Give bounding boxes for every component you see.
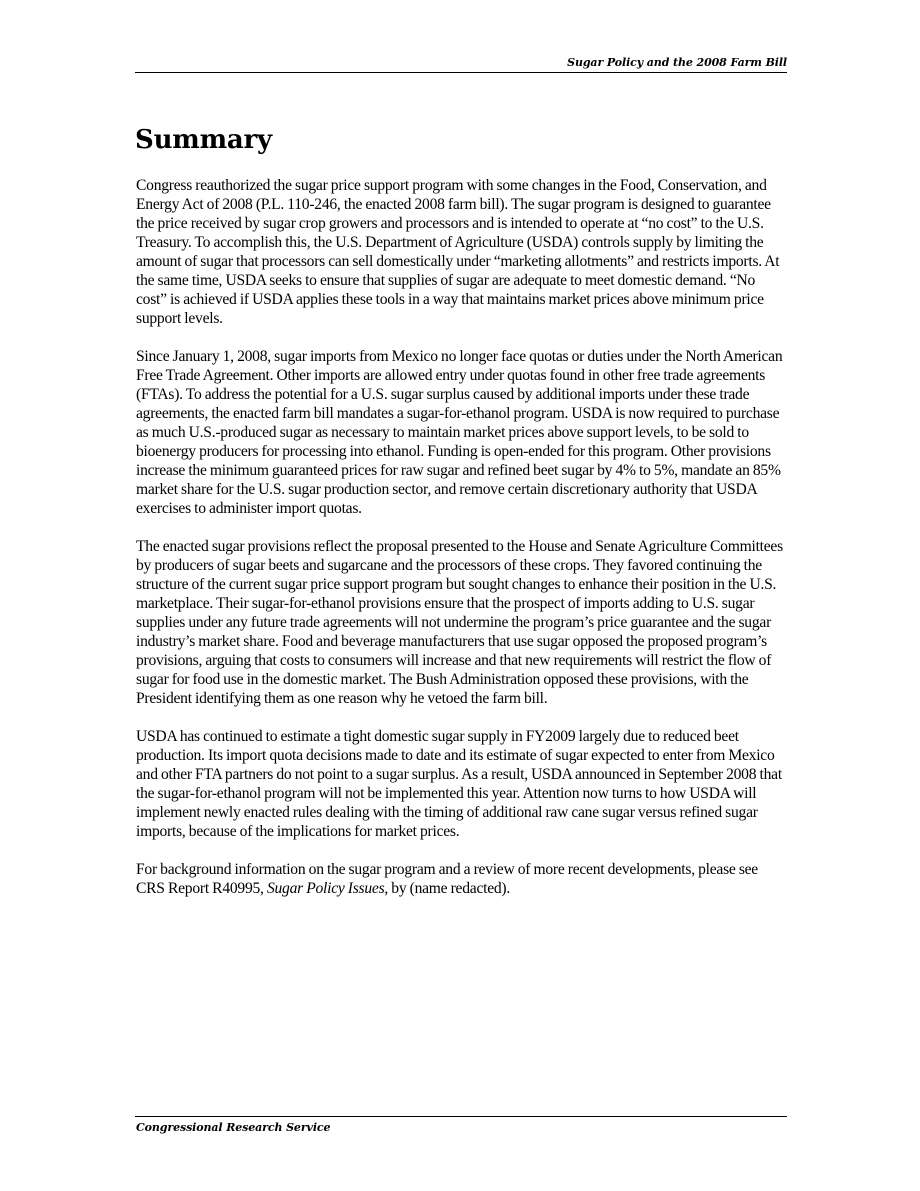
section-title: Summary	[135, 125, 272, 155]
report-title-link: Sugar Policy Issues	[266, 880, 385, 897]
paragraph-usda-outlook: USDA has continued to estimate a tight domestic sugar supply in FY2009 largely due to reduced beet production. Its import quota decisions made to date and its estimate of sugar expected to enter from Mexico and other FTA partners do not point to a sugar surplus. As a result, USDA announced in September 2008 that the sugar-for-ethanol program will not be implemented this year. Attention now turns to how USDA will implement newly enacted rules dealing with the timing of additional raw cane sugar versus refined sugar imports, because of the implications for market prices.	[136, 728, 782, 840]
running-footer: Congressional Research Service	[136, 1121, 331, 1134]
paragraph-stakeholder-positions: The enacted sugar provisions reflect the proposal presented to the House and Senate Agriculture Committees by producers of sugar beets and sugarcane and the processors of these crops. They favored continuing the structure of the current sugar price support program but sought changes to enhance their position in the U.S. marketplace. Their sugar-for-ethanol provisions ensure that the prospect of imports adding to U.S. sugar supplies under any future trade agreements will not undermine the program’s price guarantee and the sugar industry’s market share. Food and beverage manufacturers that use sugar opposed the proposed program’s provisions, arguing that costs to consumers will increase and that new requirements will restrict the flow of sugar for food use in the domestic market. The Bush Administration opposed these provisions, with the President identifying them as one reason why he vetoed the farm bill.	[136, 538, 783, 707]
reference-trailing-text: , by (name redacted).	[384, 880, 511, 897]
footer-rule	[135, 1116, 787, 1117]
paragraph-program-overview: Congress reauthorized the sugar price support program with some changes in the Food, Conservation, and Energy Act of 2008 (P.L. 110-246, the enacted 2008 farm bill). The sugar program is designed to guarantee the price received by sugar crop growers and processors and is intended to operate at “no cost” to the U.S. Treasury. To accomplish this, the U.S. Department of Agriculture (USDA) controls supply by limiting the amount of sugar that processors can sell domestically under “marketing allotments” and restricts imports. At the same time, USDA seeks to ensure that supplies of sugar are adequate to meet domestic demand. “No cost” is achieved if USDA applies these tools in a way that maintains market prices above minimum price support levels.	[136, 177, 780, 327]
header-rule	[135, 72, 787, 73]
running-header: Sugar Policy and the 2008 Farm Bill	[567, 56, 787, 69]
paragraph-background-reference	[136, 860, 786, 898]
reference-lead-text: For background information on the sugar program and a review of more recent developments, please see CRS Report R40995,	[136, 861, 758, 897]
summary-body	[136, 176, 786, 917]
paragraph-imports-and-ethanol: Since January 1, 2008, sugar imports from Mexico no longer face quotas or duties under the North American Free Trade Agreement. Other imports are allowed entry under quotas found in other free trade agreements (FTAs). To address the potential for a U.S. sugar surplus caused by additional imports under these trade agreements, the enacted farm bill mandates a sugar-for-ethanol program. USDA is now required to purchase as much U.S.-produced sugar as necessary to maintain market prices above support levels, to be sold to bioenergy producers for processing into ethanol. Funding is open-ended for this program. Other provisions increase the minimum guaranteed prices for raw sugar and refined beet sugar by 4% to 5%, mandate an 85% market share for the U.S. sugar production sector, and remove certain discretionary authority that USDA exercises to administer import quotas.	[136, 348, 783, 517]
